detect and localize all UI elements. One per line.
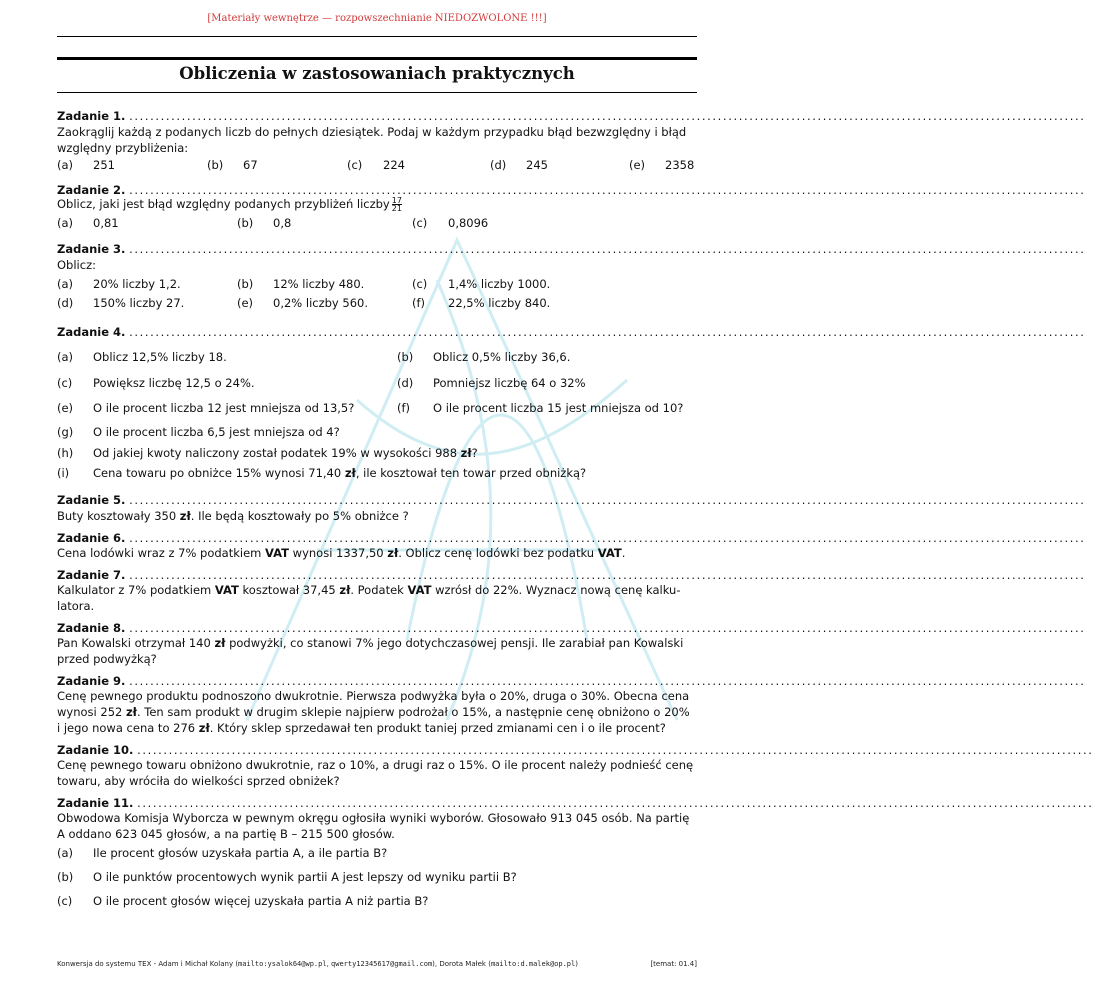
task-4-option-f: (f) O ile procent liczba 15 jest mniejsza od 10?: [397, 401, 684, 415]
task-3-option-f: (f) 22,5% liczby 840.: [412, 296, 551, 310]
task-7-text-2: latora.: [57, 599, 95, 613]
task-9-line-1: Cenę pewnego produktu podnoszono dwukrotnie. Pierwsza podwyżka była o 20%, druga o 30%. Obecna cena: [57, 689, 690, 703]
task-1-option-e: (e) 2358: [629, 158, 695, 172]
task-1-option-a: (a) 251: [57, 158, 115, 172]
fraction-17-21: $\frac{17}{21}$: [391, 196, 402, 213]
task-2-heading: Zadanie 2. ......................................................................................................................................................................................: [57, 183, 1086, 197]
task-1-option-c: (c) 224: [347, 158, 405, 172]
task-4-option-c: (c) Powiększ liczbę 12,5 o 24%.: [57, 376, 255, 390]
task-4-option-g: (g) O ile procent liczba 6,5 jest mniejsza od 4?: [57, 425, 340, 439]
header-note: [Materiały wewnętrze — rozpowszechnianie NIEDOZWOLONE !!!]: [207, 13, 547, 24]
task-3-option-d: (d) 150% liczby 27.: [57, 296, 185, 310]
task-3-heading: Zadanie 3. ......................................................................................................................................................................................: [57, 242, 1086, 256]
task-4-option-e: (e) O ile procent liczba 12 jest mniejsza od 13,5?: [57, 401, 355, 415]
task-11-option-a: (a) Ile procent głosów uzyskała partia A, a ile partia B?: [57, 846, 388, 860]
footer-credits: Konwersja do systemu TEX - Adam i Michał Kolany (mailto:ysalok64@wp.pl, qwerty12345617@gmail.com), Dorota Małek (mailto:d.malek@op.pl): [57, 960, 578, 968]
task-3-option-e: (e) 0,2% liczby 560.: [237, 296, 368, 310]
task-1-heading: Zadanie 1. ......................................................................................................................................................................................: [57, 109, 1086, 123]
task-1-text-2: względny przybliżenia:: [57, 141, 189, 155]
task-11-heading: Zadanie 11. ......................................................................................................................................................................................: [57, 796, 1094, 810]
task-8-heading: Zadanie 8. ......................................................................................................................................................................................: [57, 621, 1086, 635]
task-5-text: Buty kosztowały 350 zł. Ile będą kosztowały po 5% obniżce ?: [57, 509, 409, 523]
task-7-text: Kalkulator z 7% podatkiem VAT kosztował 37,45 zł. Podatek VAT wzrósł do 22%. Wyznacz nową cenę kalku-: [57, 583, 681, 597]
task-1-text: Zaokrąglij każdą z podanych liczb do pełnych dziesiątek. Podaj w każdym przypadku błąd bezwzględny i błąd: [57, 125, 687, 139]
task-4-option-d: (d) Pomniejsz liczbę 64 o 32%: [397, 376, 586, 390]
title-rule-top: [57, 57, 697, 60]
task-4-option-i: (i) Cena towaru po obniżce 15% wynosi 71,40 zł, ile kosztował ten towar przed obniżką?: [57, 466, 587, 480]
task-11-option-c: (c) O ile procent głosów więcej uzyskała partia A niż partia B?: [57, 894, 429, 908]
task-7-heading: Zadanie 7. ......................................................................................................................................................................................: [57, 568, 1086, 582]
email-link-2[interactable]: qwerty12345617@gmail.com: [331, 960, 433, 968]
task-4-option-b: (b) Oblicz 0,5% liczby 36,6.: [397, 350, 571, 364]
task-3-option-b: (b) 12% liczby 480.: [237, 277, 365, 291]
task-6-heading: Zadanie 6. ......................................................................................................................................................................................: [57, 531, 1086, 545]
page-title: Obliczenia w zastosowaniach praktycznych: [179, 64, 575, 83]
task-3-option-c: (c) 1,4% liczby 1000.: [412, 277, 551, 291]
task-8-text-2: przed podwyżką?: [57, 652, 157, 666]
task-11-line-2: A oddano 623 045 głosów, a na partię B – 215 500 głosów.: [57, 827, 395, 841]
task-4-option-a: (a) Oblicz 12,5% liczby 18.: [57, 350, 227, 364]
email-link-3[interactable]: mailto:d.malek@op.pl: [490, 960, 576, 968]
task-3-text: Oblicz:: [57, 258, 96, 272]
task-5-heading: Zadanie 5. ......................................................................................................................................................................................: [57, 493, 1086, 507]
task-9-line-3: i jego nowa cena to 276 zł. Który sklep sprzedawał ten produkt taniej przed zmianami cen i o ile procent?: [57, 721, 666, 735]
task-9-line-2: wynosi 252 zł. Ten sam produkt w drugim sklepie najpierw podrożał o 15%, a następnie cenę obniżono o 20%: [57, 705, 690, 719]
task-2-text: Oblicz, jaki jest błąd względny podanych przybliżeń liczby $\frac{17}{21}$: [57, 196, 402, 213]
task-8-text: Pan Kowalski otrzymał 140 zł podwyżki, co stanowi 7% jego dotychczasowej pensji. Ile zarabiał pan Kowalski: [57, 636, 684, 650]
task-10-line-1: Cenę pewnego towaru obniżono dwukrotnie, raz o 10%, a drugi raz o 15%. O ile procent należy podnieść cenę: [57, 758, 694, 772]
task-3-option-a: (a) 20% liczby 1,2.: [57, 277, 181, 291]
footer-topic: [temat: 01.4]: [650, 960, 697, 968]
task-2-option-c: (c) 0,8096: [412, 216, 489, 230]
task-11-line-1: Obwodowa Komisja Wyborcza w pewnym okręgu ogłosiła wyniki wyborów. Głosowało 913 045 osób. Na partię: [57, 811, 690, 825]
task-1-option-d: (d) 245: [490, 158, 548, 172]
task-6-text: Cena lodówki wraz z 7% podatkiem VAT wynosi 1337,50 zł. Oblicz cenę lodówki bez podatku VAT.: [57, 546, 626, 560]
task-4-heading: Zadanie 4. ......................................................................................................................................................................................: [57, 325, 1086, 339]
task-10-heading: Zadanie 10. ......................................................................................................................................................................................: [57, 743, 1094, 757]
task-4-option-h: (h) Od jakiej kwoty naliczony został podatek 19% w wysokości 988 zł?: [57, 446, 478, 460]
title-rule-bottom: [57, 92, 697, 93]
task-2-option-b: (b) 0,8: [237, 216, 292, 230]
task-11-option-b: (b) O ile punktów procentowych wynik partii A jest lepszy od wyniku partii B?: [57, 870, 517, 884]
document-page: [57, 0, 1094, 994]
task-10-line-2: towaru, aby wróciła do wielkości sprzed obniżek?: [57, 774, 340, 788]
task-2-option-a: (a) 0,81: [57, 216, 119, 230]
task-1-option-b: (b) 67: [207, 158, 258, 172]
task-9-heading: Zadanie 9. ......................................................................................................................................................................................: [57, 674, 1086, 688]
email-link-1[interactable]: mailto:ysalok64@wp.pl: [238, 960, 327, 968]
top-rule: [57, 36, 697, 37]
